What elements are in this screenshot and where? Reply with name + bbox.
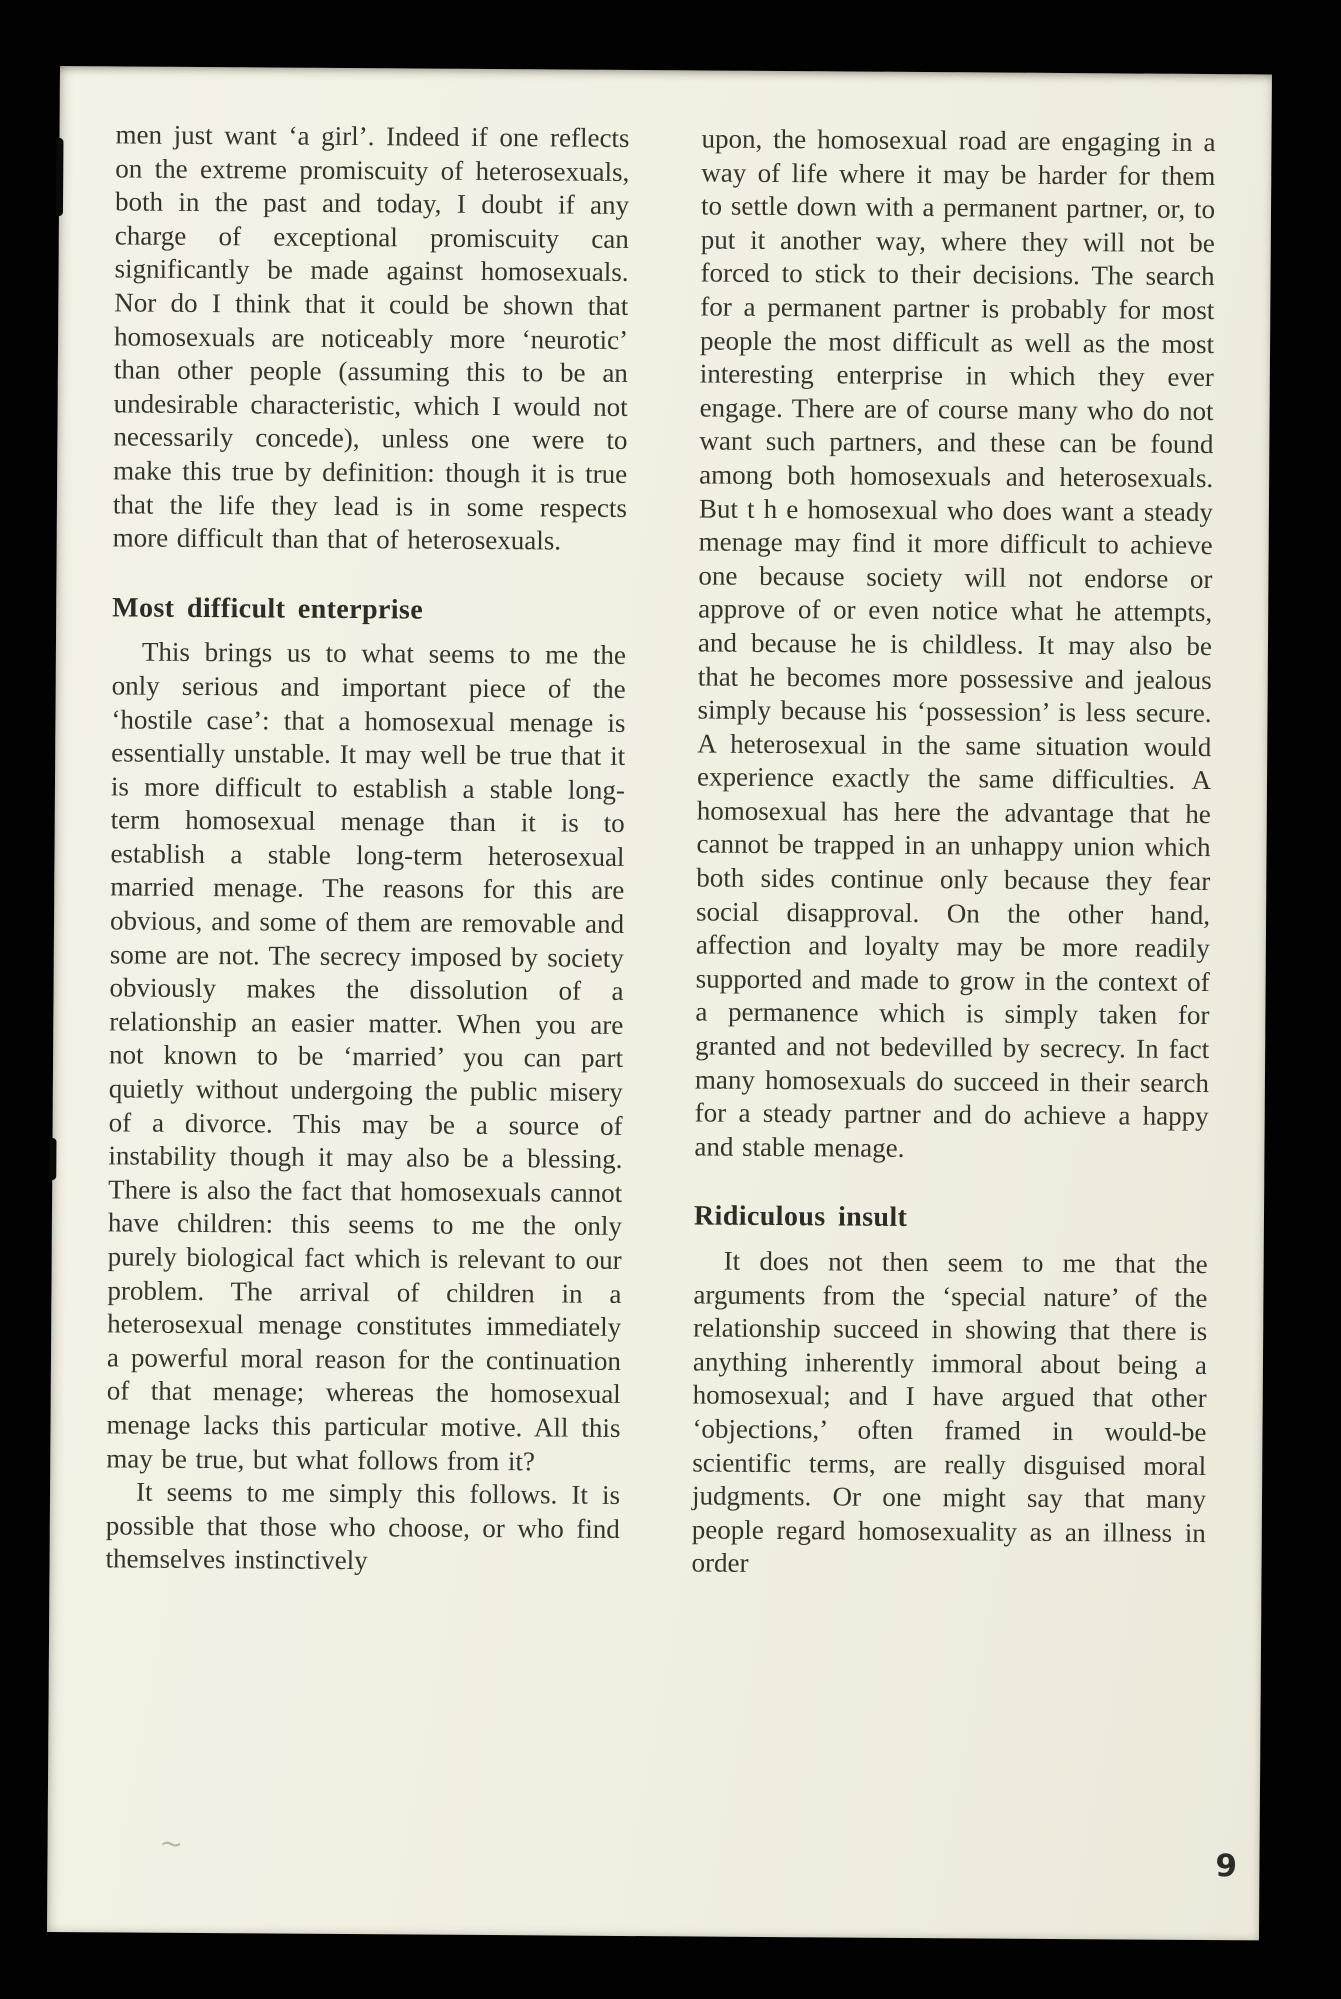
body-paragraph: upon, the homosexual road are engaging in a way of life where it may be harder for them to settle down with a permanent partner, or, to put it another way, where they will not be forced to stick to their decisions. The search for a permanent partner is probably for most people the most difficult as well as the most interesting enterprise in which they ever engage. There are of course many who do not want such partners, and these can be found among both homosexuals and heterosexuals. But t h e homosexual who does want a steady menage may find it more difficult to achieve one because society will not endorse or approve of or even notice what he attempts, and because he is childless. It may also be that he becomes more possessive and jealous simply because his ‘possession’ is less secure. A heterosexual in the same situation would experience exactly the same difficulties. A homosexual has here the advantage that he cannot be trapped in an unhappy union which both sides continue only because they fear social disapproval. On the other hand, affection and loyalty may be more readily supported and made to grow in the context of a permanence which is simply taken for granted and not bedevilled by secrecy. In fact many homosexuals do succeed in their search for a steady partner and do achieve a happy and stable menage.	[694, 123, 1216, 1163]
text-column-right	[691, 122, 1215, 1583]
section-heading: Ridiculous insult	[693, 1200, 908, 1234]
book-page	[47, 66, 1272, 1940]
section-heading: Most difficult enterprise	[112, 592, 424, 626]
body-paragraph: This brings us to what seems to me the only serious and important piece of the ‘hostile case’: that a homosexual menage is essentially unstable. It may well be true that it is more difficult to establish a stable long-term homosexual menage than it is to establish a stable long-term heterosexual married menage. The reasons for this are obvious, and some of them are removable and some are not. The secrecy imposed by society obviously makes the dissolution of a relationship an easier matter. When you are not known to be ‘married’ you can part quietly without undergoing the public misery of a divorce. This may be a source of instability though it may also be a blessing. There is also the fact that homosexuals cannot have children: this seems to me the only purely biological fact which is relevant to our problem. The arrival of children in a heterosexual menage constitutes immediately a powerful moral reason for the continuation of that menage; whereas the homosexual menage lacks this particular motive. All this may be true, but what follows from it?	[106, 636, 627, 1476]
page-number: 9	[1215, 1848, 1238, 1885]
text-column-left	[105, 118, 629, 1579]
scan-artifact	[56, 138, 64, 216]
body-paragraph: It does not then seem to me that the arguments from the ‘special nature’ of the relationship succeed in showing that there is anything inherently immoral about being a homosexual; and I have argued that other ‘objections,’ often framed in would-be scientific terms, are really disguised moral judgments. Or one might say that many people regard homosexuality as an illness in order	[691, 1245, 1208, 1579]
pencil-mark: ~	[157, 1825, 185, 1862]
body-paragraph: It seems to me simply this follows. It is possible that those who choose, or who find themselves instinctively	[105, 1476, 621, 1576]
scan-artifact	[49, 1138, 56, 1180]
body-paragraph: men just want ‘a girl’. Indeed if one reflects on the extreme promiscuity of heterosexuals, both in the past and today, I doubt if any charge of exceptional promiscuity can significantly be made against homosexuals. Nor do I think that it could be shown that homosexuals are noticeably more ‘neurotic’ than other people (assuming this to be an undesirable characteristic, which I would not necessarily concede), unless one were to make this true by definition: though it is true that the life they lead is in some respects more difficult than that of heterosexuals.	[112, 119, 630, 556]
